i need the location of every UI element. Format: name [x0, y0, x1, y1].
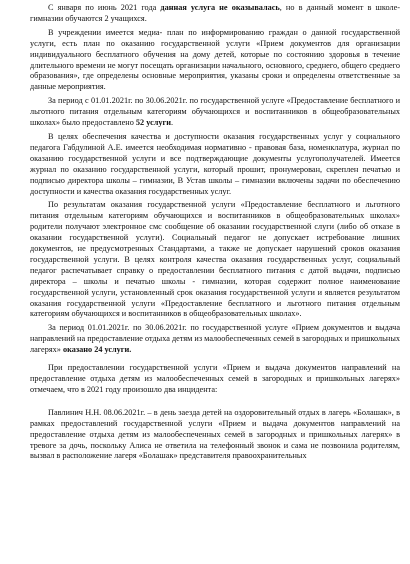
paragraph: [30, 408, 400, 463]
paragraph: [30, 96, 400, 129]
paragraph: [30, 323, 400, 356]
paragraph: [30, 200, 400, 320]
bold-text: 52 услуги: [135, 118, 172, 128]
paragraph-text: , но в данный момент в школе- гимназии обучаются 2 учащихся.: [30, 3, 400, 23]
paragraph: [30, 3, 400, 25]
paragraph-text: За период с 01.01.2021г. по 30.06.2021г. по государственной услуге «Предоставление бесплатного и льготного питания отдельным категориям обучающихся и воспитанников в общеобразовательных школах» было предоставлено: [30, 96, 400, 128]
paragraph: [30, 363, 400, 396]
paragraph: [30, 28, 400, 93]
paragraph-text: При предоставлении государственной услуги «Прием и выдача документов направлений на предоставление отдыха детям из малообеспеченных семей в загородных и пришкольных лагерях» отмечаем, что в 2021 году произошло два инцидента:: [30, 363, 400, 394]
bold-text: данная услуга не оказывалась: [160, 3, 280, 12]
paragraph-text: .: [171, 118, 174, 128]
paragraph-text: В учреждении имеется медиа- план по информированию граждан о данной государственной услуги, есть план по оказанию государственной услуги «Прием документов для организации индивидуального бесплатного обучения на дому детей, которые по состоянию здоровья в течение длительного времени не могут посещать организации начального, основного, среднего, общего среднего образования», где определены основные мероприятия, указаны сроки и определены ответственные за данные мероприятия.: [30, 27, 400, 92]
bold-text: оказано 24 услуги.: [62, 345, 132, 355]
paragraph-text: По результатам оказания государственной услуги «Предоставление бесплатного и льготного питания отдельным категориям обучающихся и воспитанников в общеобразовательных школах» родители получают электронное смс сообщение об оказании государственной слуги (либо об отказе в оказании государственной услуги). Социальный педагог не допускает истребование лишних документов, не предусмотренных Стандартами, а также не допускает нарушений сроков оказания государственной услуги. В целях контроля качества оказания государственных услуг, социальный педагог распечатывает справку о предоставлении бесплатного питания с датой выдачи, подписью директора – школы и печатью школы - гимназии, которая содержит полное наименование государственной услуги, установленный срок оказания государственной услуги и является результатом оказания государственной услуги «Предоставление бесплатного и льготного питания отдельным категориям обучающихся и воспитанников в общеобразовательных школах».: [30, 200, 400, 319]
paragraph-text: Павлинич Н.Н. 08.06.2021г. – в день заезда детей на оздоровительный отдых в лагерь «Болашак», в рамках предоставлений государственной услуги «Прием и выдача документов направлений на предоставление отдыха детям из малообеспеченных семей в загородных и пришкольных лагерях» в тревоге за дочь, поскольку Алиса не ответила на телефонный звонок и сама не позвонила родителям, вызвал в расположение лагеря «Болашак» представителя правоохранительных: [30, 407, 400, 461]
paragraph-text: В целях обеспечения качества и доступности оказания государственных услуг у социального педагога Габдулиной А.Е. имеется необходимая нормативно - правовая база, номенклатура, журнал по оказанию государственной услуги и все подтверждающие документы услугополучателей. Имеется журнал по оказанию государственной услуги, который прошит, пронумерован, скреплен печатью и подписью директора школы – гимназии, В Устав школы – гимназии включены задачи по обеспечению доступности и качества оказания государственных услуг.: [30, 131, 400, 196]
paragraph-text: За период 01.01.2021г. по 30.06.2021г. по государственной услуге «Прием документов и выдача направлений на предоставление отдыха детям из малообеспеченных семей в загородных и пришкольных лагерях»: [30, 323, 400, 355]
paragraph-text: С января по июнь 2021 года: [48, 3, 161, 12]
paragraph: [30, 132, 400, 197]
